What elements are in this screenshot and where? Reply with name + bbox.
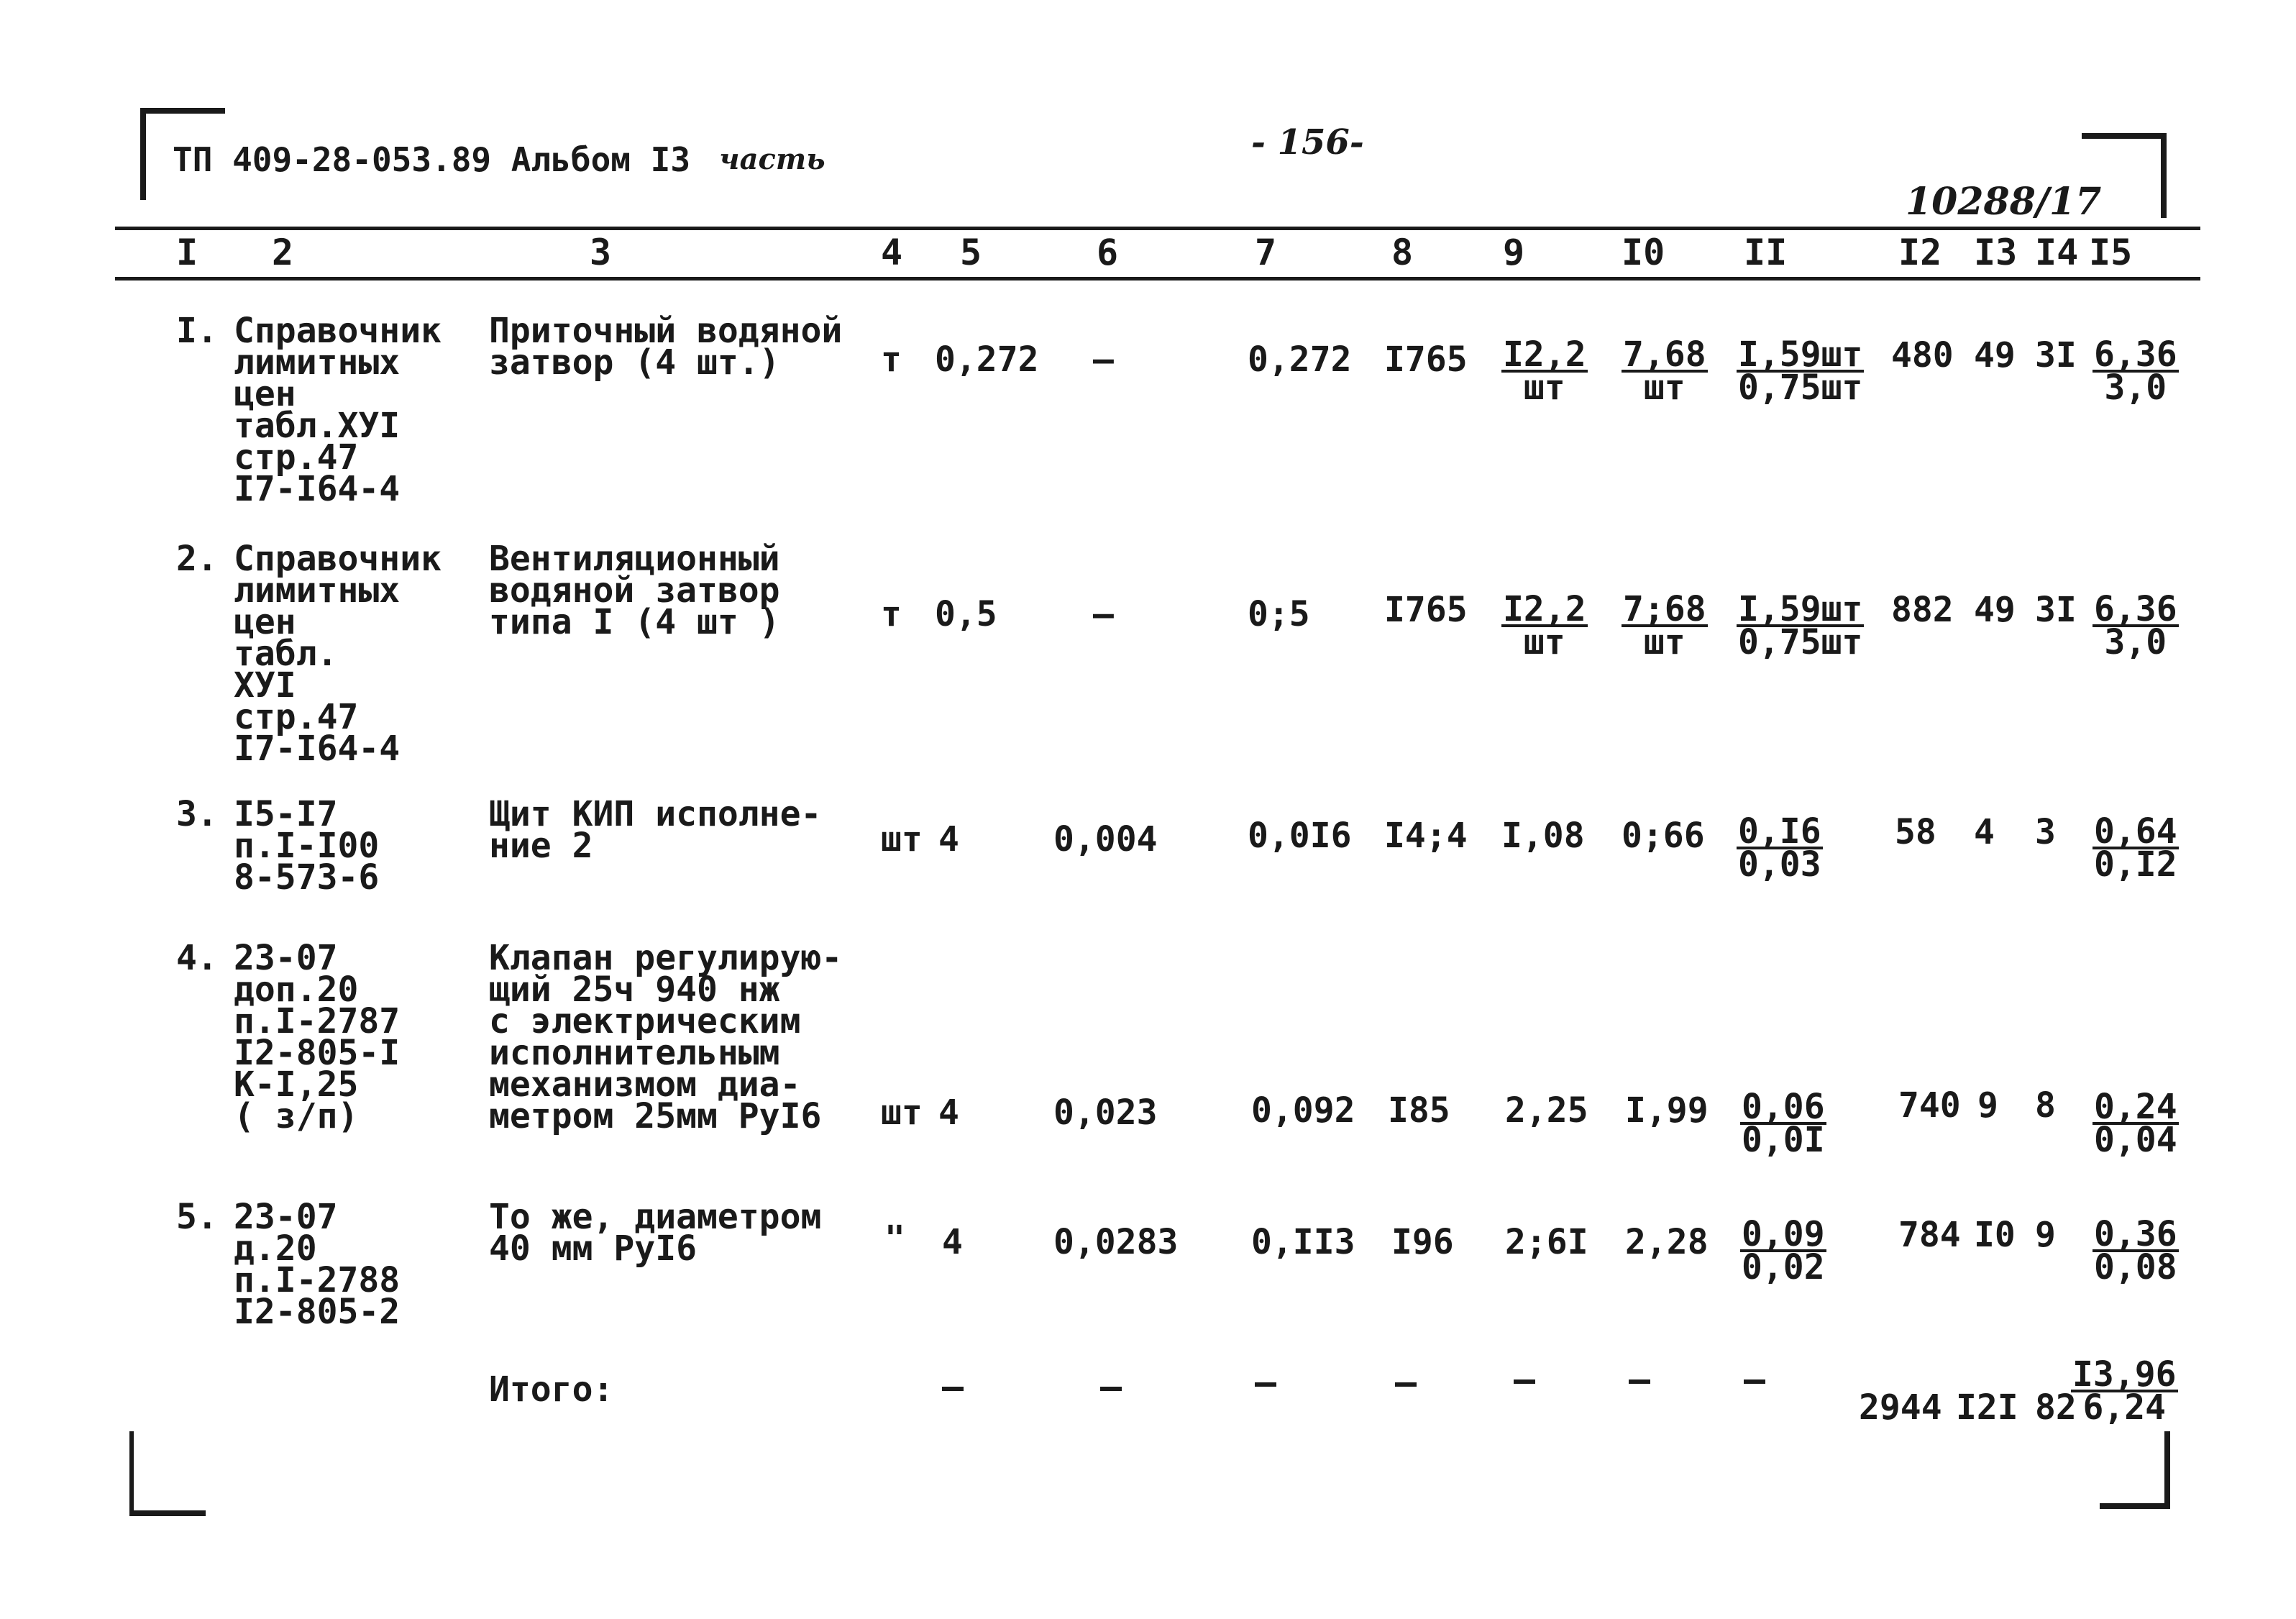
col11-fraction: $\frac{0,09}{0,02}$ — [1742, 1214, 1825, 1287]
col15-fraction: $\frac{0,36}{0,08}$ — [2094, 1214, 2177, 1287]
dash-mark — [1744, 1379, 1765, 1384]
col-num: I4 — [2035, 232, 2079, 273]
total-col13: I2I — [1956, 1387, 2018, 1428]
col10-fraction: 7;68 шт — [1623, 589, 1706, 662]
dash-mark — [1395, 1382, 1417, 1387]
source-ref: I5-I7 п.I-I00 8-573-6 — [234, 794, 380, 898]
dash-mark — [1514, 1379, 1535, 1384]
col10-fraction: 7,68 шт — [1623, 334, 1706, 408]
source-ref: 23-07 доп.20 п.I-2787 I2-805-I К-I,25 ( з/п) — [234, 938, 401, 1136]
price: I765 — [1384, 339, 1468, 380]
reference-number: 10288/17 — [1906, 180, 2102, 224]
unit: т — [881, 594, 902, 634]
row-number: 2. — [176, 539, 218, 579]
item-name: То же, диаметром 40 мм РуI6 — [489, 1197, 822, 1269]
col14-value: 9 — [2035, 1215, 2056, 1255]
col15-fraction: $\frac{0,64}{0,I2}$ — [2094, 811, 2177, 885]
document-code: ТП 409-28-053.89 Альбом I3 — [173, 140, 691, 179]
total-mass: 0,0I6 — [1248, 816, 1352, 856]
col14-value: 3 — [2035, 812, 2056, 852]
total-col15-fraction: $\frac{I3,96}{6,24}$ — [2072, 1354, 2177, 1428]
unit: " — [884, 1218, 905, 1259]
col10-value: I,99 — [1625, 1090, 1709, 1131]
item-name: Приточный водяной затвор (4 шт.) — [489, 311, 843, 383]
col12-value: 480 — [1891, 335, 1954, 375]
col-num: I0 — [1622, 232, 1665, 273]
col11-fraction: $\frac{0,I6}{0,03}$ — [1738, 811, 1821, 885]
col12-value: 740 — [1898, 1085, 1961, 1126]
col14-value: 3I — [2035, 590, 2077, 630]
page-number: - 156- — [1251, 122, 1364, 163]
dash-mark — [1100, 1387, 1122, 1391]
col13-value: 9 — [1977, 1085, 1998, 1126]
col-num: 4 — [881, 232, 903, 273]
source-ref: 23-07 д.20 п.I-2788 I2-805-2 — [234, 1197, 401, 1332]
col13-value: 4 — [1974, 812, 1995, 852]
part-note: часть — [719, 142, 825, 176]
col12-value: 784 — [1898, 1215, 1961, 1255]
unit-mass: – — [1093, 339, 1114, 380]
col-num: 5 — [960, 232, 982, 273]
row-number: 4. — [176, 938, 218, 978]
price: I85 — [1388, 1090, 1450, 1131]
row-number: I. — [176, 311, 218, 351]
total-col12: 2944 — [1859, 1387, 1942, 1428]
total-label: Итого: — [489, 1369, 614, 1410]
price: I765 — [1384, 590, 1468, 630]
quantity: 4 — [942, 1222, 963, 1262]
col11-fraction: I,59шт 0,75шт — [1738, 589, 1863, 662]
col15-fraction: $\frac{6,36}{3,0}$ — [2094, 589, 2177, 662]
col-num: 3 — [590, 232, 612, 273]
total-mass: 0;5 — [1248, 594, 1310, 634]
col14-value: 8 — [2035, 1085, 2056, 1126]
col13-value: 49 — [1974, 590, 2016, 630]
unit-mass: 0,004 — [1053, 819, 1158, 859]
dash-mark — [1629, 1379, 1650, 1384]
col-num: 6 — [1097, 232, 1119, 273]
col-num: I3 — [1974, 232, 2018, 273]
col13-value: 49 — [1974, 335, 2016, 375]
frame-corner-bottom-left — [129, 1431, 206, 1516]
total-mass: 0,272 — [1248, 339, 1352, 380]
unit: шт — [881, 819, 923, 859]
col10-value: 0;66 — [1622, 816, 1705, 856]
col10-value: 2,28 — [1625, 1222, 1709, 1262]
col-num: 9 — [1503, 232, 1525, 273]
col15-fraction: $\frac{6,36}{3,0}$ — [2094, 334, 2177, 408]
unit-mass: 0,023 — [1053, 1093, 1158, 1133]
quantity: 0,5 — [935, 594, 997, 634]
item-name: Щит КИП исполне- ние 2 — [489, 794, 822, 866]
unit: т — [881, 339, 902, 380]
col-num: I5 — [2089, 232, 2133, 273]
col9-value: 2,25 — [1505, 1090, 1588, 1131]
row-number: 3. — [176, 794, 218, 834]
total-mass: 0,II3 — [1251, 1222, 1355, 1262]
col-num: I2 — [1898, 232, 1942, 273]
unit: шт — [881, 1093, 923, 1133]
dash-mark — [1255, 1382, 1276, 1387]
col12-value: 58 — [1895, 812, 1936, 852]
price: I4;4 — [1384, 816, 1468, 856]
frame-corner-bottom-right — [2100, 1431, 2170, 1509]
col9-fraction: I2,2 шт — [1503, 334, 1586, 408]
col-num: 7 — [1255, 232, 1277, 273]
quantity: 0,272 — [935, 339, 1039, 380]
unit-mass: 0,0283 — [1053, 1222, 1179, 1262]
col15-fraction: $\frac{0,24}{0,04}$ — [2094, 1087, 2177, 1160]
col-num: II — [1744, 232, 1788, 273]
price: I96 — [1391, 1222, 1454, 1262]
item-name: Клапан регулирую- щий 25ч 940 нж с электрическим исполнительным механизмом диа- метром 25мм РуI6 — [489, 938, 843, 1136]
col9-fraction: I2,2 шт — [1503, 589, 1586, 662]
col9-value: I,08 — [1501, 816, 1585, 856]
quantity: 4 — [938, 1093, 959, 1133]
total-mass: 0,092 — [1251, 1090, 1355, 1131]
dash-mark — [942, 1387, 964, 1391]
col-num: 8 — [1391, 232, 1414, 273]
col14-value: 3I — [2035, 335, 2077, 375]
unit-mass: – — [1093, 594, 1114, 634]
col-num: I — [176, 232, 198, 273]
source-ref: Справочник лимитных цен табл. ХУI стр.47 I7-I64-4 — [234, 539, 442, 769]
item-name: Вентиляционный водяной затвор типа I (4 шт ) — [489, 539, 780, 642]
header-rule-top — [115, 227, 2200, 230]
col9-value: 2;6I — [1505, 1222, 1588, 1262]
col13-value: I0 — [1974, 1215, 2016, 1255]
col11-fraction: $\frac{0,06}{0,0I}$ — [1742, 1087, 1825, 1160]
col12-value: 882 — [1891, 590, 1954, 630]
col11-fraction: I,59шт 0,75шт — [1738, 334, 1863, 408]
col-num: 2 — [272, 232, 294, 273]
quantity: 4 — [938, 819, 959, 859]
row-number: 5. — [176, 1197, 218, 1237]
source-ref: Справочник лимитных цен табл.ХУI стр.47 I7-I64-4 — [234, 311, 442, 509]
header-rule-bottom — [115, 277, 2200, 281]
total-col14: 82 — [2035, 1387, 2077, 1428]
